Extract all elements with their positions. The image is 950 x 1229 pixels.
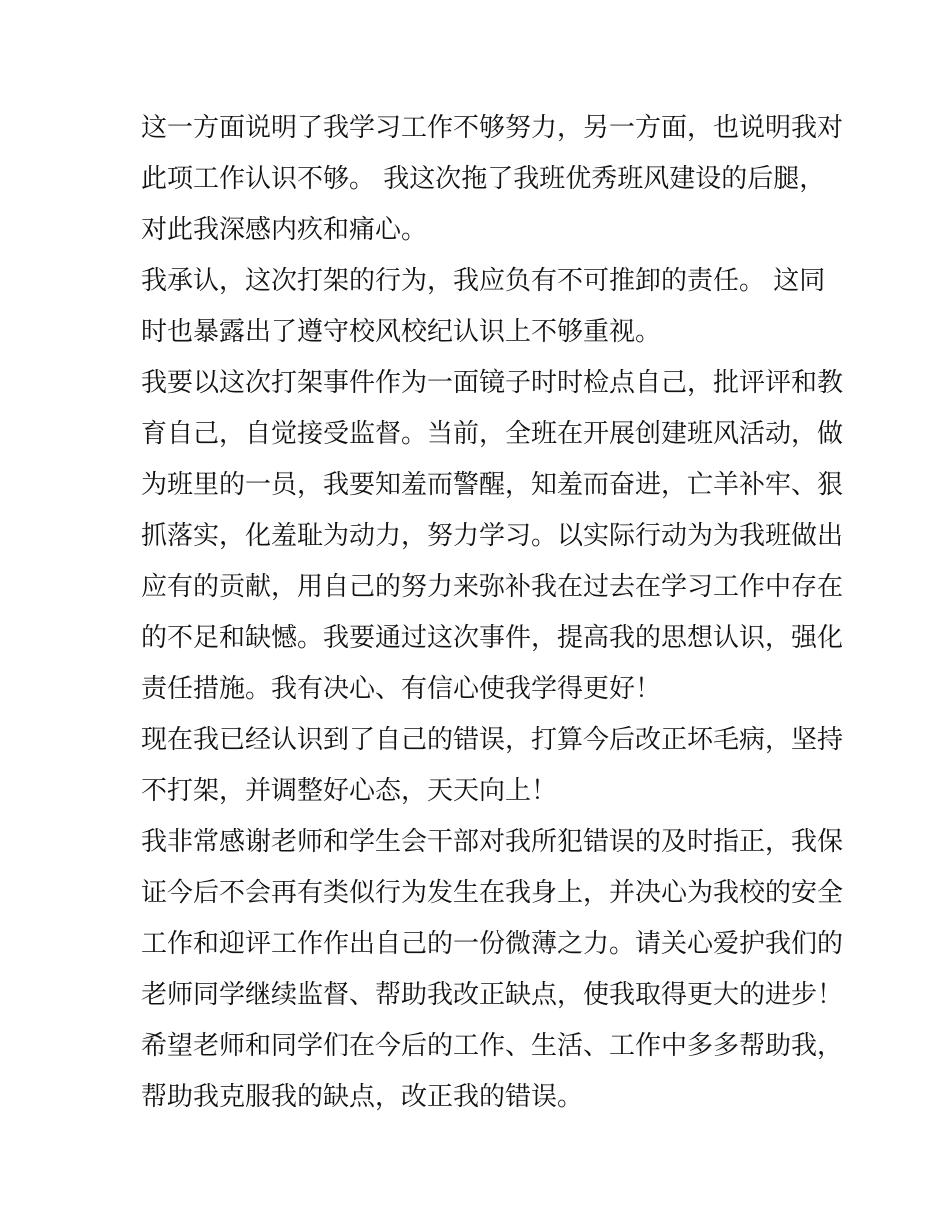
text-line: 工作和迎评工作作出自己的一份微薄之力。请关心爱护我们的 — [141, 929, 844, 959]
text-line: 现在我已经认识到了自己的错误，打算今后改正坏毛病，坚持 — [141, 725, 844, 755]
text-line: 的不足和缺憾。我要通过这次事件，提高我的思想认识，强化 — [141, 623, 844, 653]
text-line: 为班里的一员，我要知羞而警醒，知羞而奋进，亡羊补牢、狠 — [141, 470, 844, 500]
text-line: 抓落实，化羞耻为动力，努力学习。以实际行动为为我班做出 — [141, 521, 844, 551]
document-body — [141, 103, 844, 1123]
text-line: 对此我深感内疚和痛心。 — [141, 215, 428, 245]
text-line: 这一方面说明了我学习工作不够努力，另一方面，也说明我对 — [141, 113, 844, 143]
text-line: 不打架，并调整好心态，天天向上！ — [141, 776, 558, 806]
text-line: 应有的贡献，用自己的努力来弥补我在过去在学习工作中存在 — [141, 572, 844, 602]
text-line: 时也暴露出了遵守校风校纪认识上不够重视。 — [141, 317, 662, 347]
text-line: 希望老师和同学们在今后的工作、生活、工作中多多帮助我， — [141, 1031, 844, 1061]
text-line: 我要以这次打架事件作为一面镜子时时检点自己，批评评和教 — [141, 368, 844, 398]
text-line: 帮助我克服我的缺点，改正我的错误。 — [141, 1082, 584, 1112]
text-line: 责任措施。我有决心、有信心使我学得更好！ — [141, 674, 662, 704]
text-line: 此项工作认识不够。 我这次拖了我班优秀班风建设的后腿， — [141, 164, 826, 194]
text-line: 育自己，自觉接受监督。当前，全班在开展创建班风活动，做 — [141, 419, 844, 449]
text-line: 老师同学继续监督、帮助我改正缺点，使我取得更大的进步！ — [141, 980, 844, 1010]
text-line: 我承认，这次打架的行为，我应负有不可推卸的责任。 这同 — [141, 266, 826, 296]
text-line: 证今后不会再有类似行为发生在我身上，并决心为我校的安全 — [141, 878, 844, 908]
text-line: 我非常感谢老师和学生会干部对我所犯错误的及时指正，我保 — [141, 827, 844, 857]
